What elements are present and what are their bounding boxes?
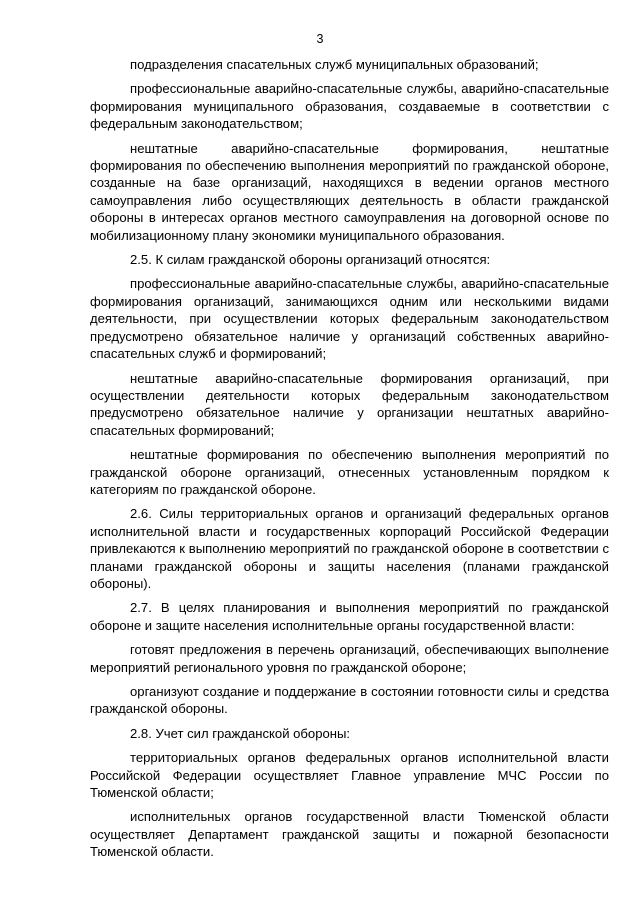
- paragraph: организуют создание и поддержание в состоянии готовности силы и средства гражданской обороны.: [90, 684, 609, 717]
- paragraph: нештатные аварийно-спасательные формирования, нештатные формирования по обеспечению выполнения мероприятий по гражданской обороне, созданные на базе организаций, находящихся в ведении органов местного самоуправления либо осуществляющих деятельность в области гражданской обороны в интересах органов местного самоуправления на договорной основе по мобилизационному плану экономики муниципального образования.: [90, 140, 609, 243]
- paragraph: 2.8. Учет сил гражданской обороны:: [130, 725, 351, 741]
- page-number: 3: [316, 32, 324, 46]
- paragraph: подразделения спасательных служб муниципальных образований;: [130, 57, 539, 72]
- paragraph: 2.5. К силам гражданской обороны организаций относятся:: [130, 252, 491, 268]
- paragraph: нештатные аварийно-спасательные формирования организаций, при осуществлении деятельности которых федеральным законодательством предусмотрено обязательное наличие у организации нештатных аварийно-спасательных формирований;: [90, 370, 609, 438]
- paragraph: исполнительных органов государственной власти Тюменской области осуществляет Департамент гражданской защиты и пожарной безопасности Тюменской области.: [90, 809, 609, 860]
- paragraph: 2.6. Силы территориальных органов и организаций федеральных органов исполнительной власти и государственных корпораций Российской Федерации привлекаются к выполнению мероприятий по гражданской обороне в соответствии с планами гражданской обороны и защиты населения (планами гражданской обороны).: [90, 506, 609, 591]
- document-body: [90, 56, 609, 868]
- paragraph: готовят предложения в перечень организаций, обеспечивающих выполнение мероприятий регионального уровня по гражданской обороне;: [90, 642, 609, 675]
- paragraph: профессиональные аварийно-спасательные службы, аварийно-спасательные формирования муниципального образования, создаваемые в соответствии с федеральным законодательством;: [90, 81, 609, 132]
- paragraph: 2.7. В целях планирования и выполнения мероприятий по гражданской обороне и защите населения исполнительные органы государственной власти:: [90, 600, 609, 633]
- paragraph: нештатные формирования по обеспечению выполнения мероприятий по гражданской обороне организаций, отнесенных установленным порядком к категориям по гражданской обороне.: [90, 447, 609, 497]
- paragraph: территориальных органов федеральных органов исполнительной власти Российской Федерации осуществляет Главное управление МЧС России по Тюменской области;: [90, 750, 609, 801]
- paragraph: профессиональные аварийно-спасательные службы, аварийно-спасательные формирования организаций, занимающихся одним или несколькими видами деятельности, при осуществлении которых федеральным законодательством предусмотрено обязательное наличие у организаций собственных аварийно-спасательных служб и формирований;: [90, 276, 609, 362]
